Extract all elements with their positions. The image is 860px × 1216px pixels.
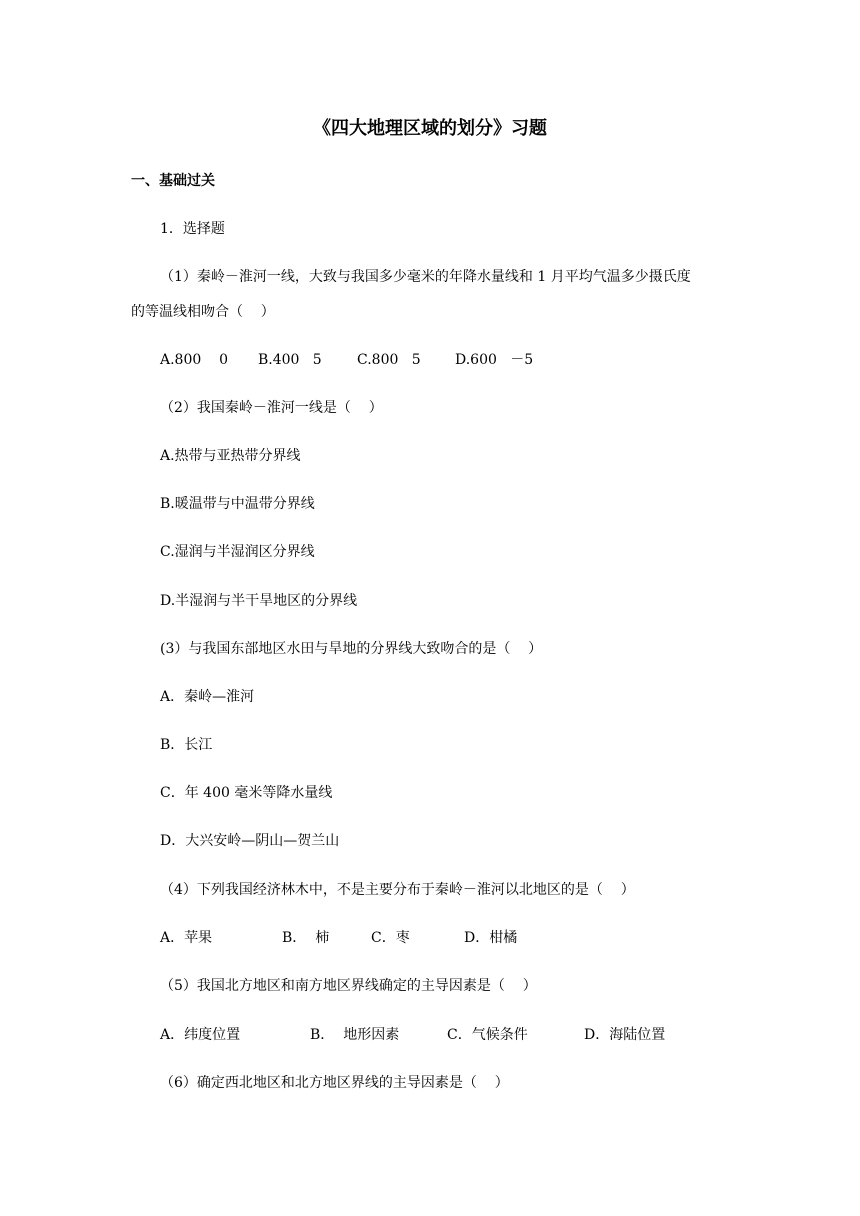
- option-b: B． 地形因素: [310, 1027, 400, 1043]
- question-2-option-b: B.暖温带与中温带分界线: [160, 496, 315, 512]
- option-b: B． 柿: [282, 930, 330, 946]
- question-2-stem: （2）我国秦岭－淮河一线是（ ）: [160, 400, 383, 416]
- option-a: A.800 0: [160, 352, 228, 368]
- option-b: B.400 5: [258, 352, 322, 368]
- question-2-option-c: C.湿润与半湿润区分界线: [160, 544, 315, 560]
- subsection-heading: 1．选择题: [160, 221, 225, 237]
- question-3-option-b: B．长江: [160, 737, 213, 753]
- option-d: D.600 －5: [455, 352, 534, 368]
- question-3-stem: (3）与我国东部地区水田与旱地的分界线大致吻合的是（ ）: [160, 641, 543, 657]
- question-1-stem-line2: 的等温线相吻合（ ）: [131, 304, 275, 320]
- question-5-stem: （5）我国北方地区和南方地区界线确定的主导因素是（ ）: [160, 978, 537, 994]
- section-heading: 一、基础过关: [131, 173, 215, 189]
- option-c: C．气候条件: [447, 1027, 528, 1043]
- question-2-option-a: A.热带与亚热带分界线: [160, 448, 301, 464]
- question-3-option-a: A．秦岭—淮河: [160, 689, 255, 705]
- question-1-stem-line1: （1）秦岭－淮河一线，大致与我国多少毫米的年降水量线和 1 月平均气温多少摄氏度: [160, 269, 691, 285]
- option-c: C．枣: [371, 930, 410, 946]
- option-c: C.800 5: [357, 352, 421, 368]
- option-a: A．纬度位置: [160, 1027, 241, 1043]
- question-3-option-c: C．年 400 毫米等降水量线: [160, 785, 333, 801]
- question-6-stem: （6）确定西北地区和北方地区界线的主导因素是（ ）: [160, 1075, 509, 1091]
- question-4-stem: （4）下列我国经济林木中，不是主要分布于秦岭－淮河以北地区的是（ ）: [160, 882, 635, 898]
- option-a: A．苹果: [160, 930, 213, 946]
- question-2-option-d: D.半湿润与半干旱地区的分界线: [160, 593, 358, 609]
- document-title: 《四大地理区域的划分》习题: [313, 118, 547, 139]
- question-3-option-d: D．大兴安岭—阴山—贺兰山: [160, 833, 340, 849]
- option-d: D．海陆位置: [584, 1027, 666, 1043]
- option-d: D．柑橘: [464, 930, 518, 946]
